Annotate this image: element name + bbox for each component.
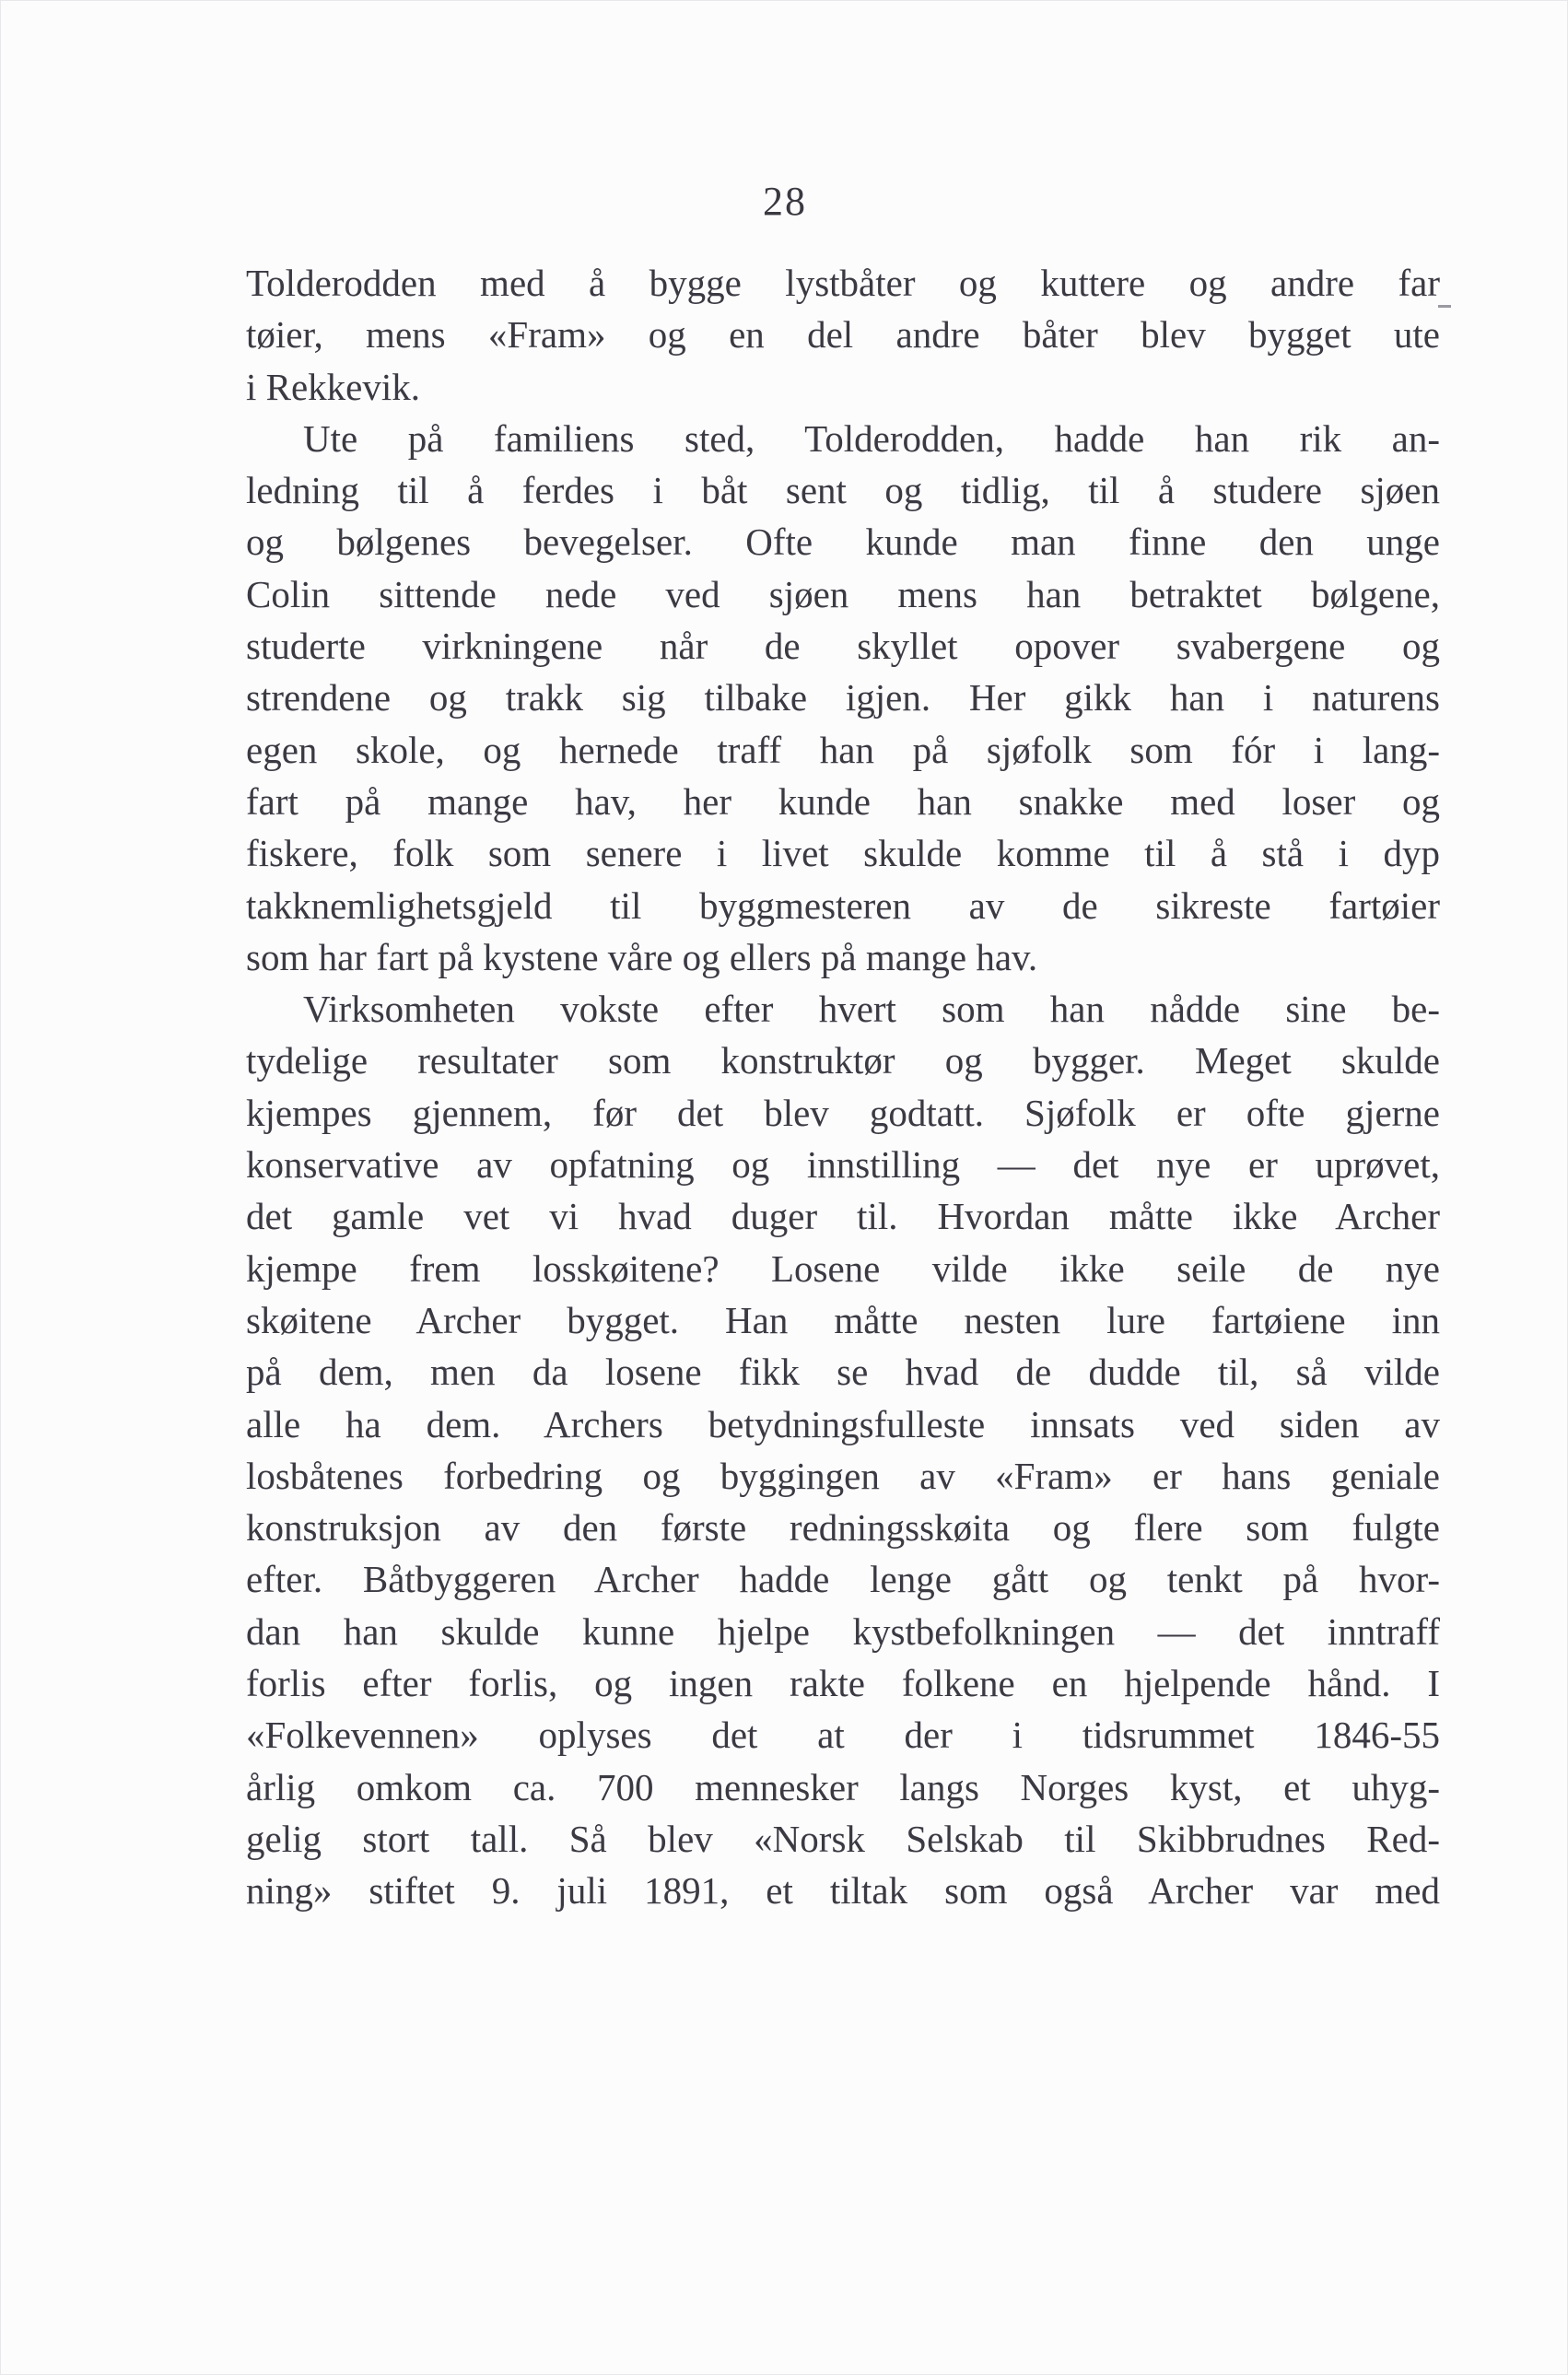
text-line: tydelige resultater som konstruktør og bygger. Meget skulde	[246, 1039, 1440, 1082]
text-line: ning» stiftet 9. juli 1891, et tiltak som også Archer var med	[246, 1869, 1440, 1913]
text-line: konstruksjon av den første redningsskøita og flere som fulgte	[246, 1506, 1440, 1550]
text-line: det gamle vet vi hvad duger til. Hvordan måtte ikke Archer	[246, 1195, 1440, 1238]
text-line: kjempes gjennem, før det blev godtatt. Sjøfolk er ofte gjerne	[246, 1091, 1440, 1134]
text-line: fiskere, folk som senere i livet skulde komme til å stå i dyp	[246, 832, 1440, 875]
text-line: tøier, mens «Fram» og en del andre båter blev bygget ute	[246, 313, 1440, 357]
body-text	[246, 257, 1440, 1917]
text-line: Ute på familiens sted, Tolderodden, hadde han rik an-	[303, 416, 1440, 460]
text-line: strendene og trakk sig tilbake igjen. Her gikk han i naturens	[246, 676, 1440, 720]
text-line: «Folkevennen» oplyses det at der i tidsrummet 1846-55	[246, 1714, 1440, 1757]
text-line: egen skole, og hernede traff han på sjøfolk som fór i lang-	[246, 728, 1440, 771]
text-line: fart på mange hav, her kunde han snakke med loser og	[246, 779, 1440, 823]
text-line: alle ha dem. Archers betydningsfulleste innsats ved siden av	[246, 1402, 1440, 1445]
text-line: efter. Båtbyggeren Archer hadde lenge gått og tenkt på hvor-	[246, 1558, 1440, 1601]
text-line: som har fart på kystene våre og ellers på mange hav.	[246, 935, 1038, 978]
text-line: i Rekkevik.	[246, 365, 421, 408]
text-line: ledning til å ferdes i båt sent og tidlig, til å studere sjøen	[246, 469, 1440, 512]
text-line: dan han skulde kunne hjelpe kystbefolkningen — det inntraff	[246, 1609, 1440, 1653]
text-line: skøitene Archer bygget. Han måtte nesten lure fartøiene inn	[246, 1298, 1440, 1341]
print-speck	[1438, 305, 1451, 308]
text-line: på dem, men da losene fikk se hvad de dudde til, så vilde	[246, 1351, 1440, 1394]
text-line: Virksomheten vokste efter hvert som han nådde sine be-	[303, 988, 1440, 1031]
text-line: konservative av opfatning og innstilling — det nye er uprøvet,	[246, 1143, 1440, 1187]
text-line: årlig omkom ca. 700 mennesker langs Norges kyst, et uhyg-	[246, 1765, 1440, 1808]
text-line: takknemlighetsgjeld til byggmesteren av de sikreste fartøier	[246, 883, 1440, 927]
text-line: Colin sittende nede ved sjøen mens han betraktet bølgene,	[246, 572, 1440, 615]
text-line: gelig stort tall. Så blev «Norsk Selskab til Skibbrudnes Red-	[246, 1817, 1440, 1860]
page-number: 28	[763, 179, 807, 224]
text-line: losbåtenes forbedring og byggingen av «Fram» er hans geniale	[246, 1454, 1440, 1497]
text-line: Tolderodden med å bygge lystbåter og kuttere og andre far	[246, 262, 1440, 304]
text-line: og bølgenes bevegelser. Ofte kunde man finne den unge	[246, 521, 1440, 564]
text-line: kjempe frem losskøitene? Losene vilde ikke seile de nye	[246, 1246, 1440, 1290]
text-line: studerte virkningene når de skyllet opover svabergene og	[246, 625, 1440, 668]
text-line: forlis efter forlis, og ingen rakte folkene en hjelpende hånd. I	[246, 1662, 1440, 1705]
